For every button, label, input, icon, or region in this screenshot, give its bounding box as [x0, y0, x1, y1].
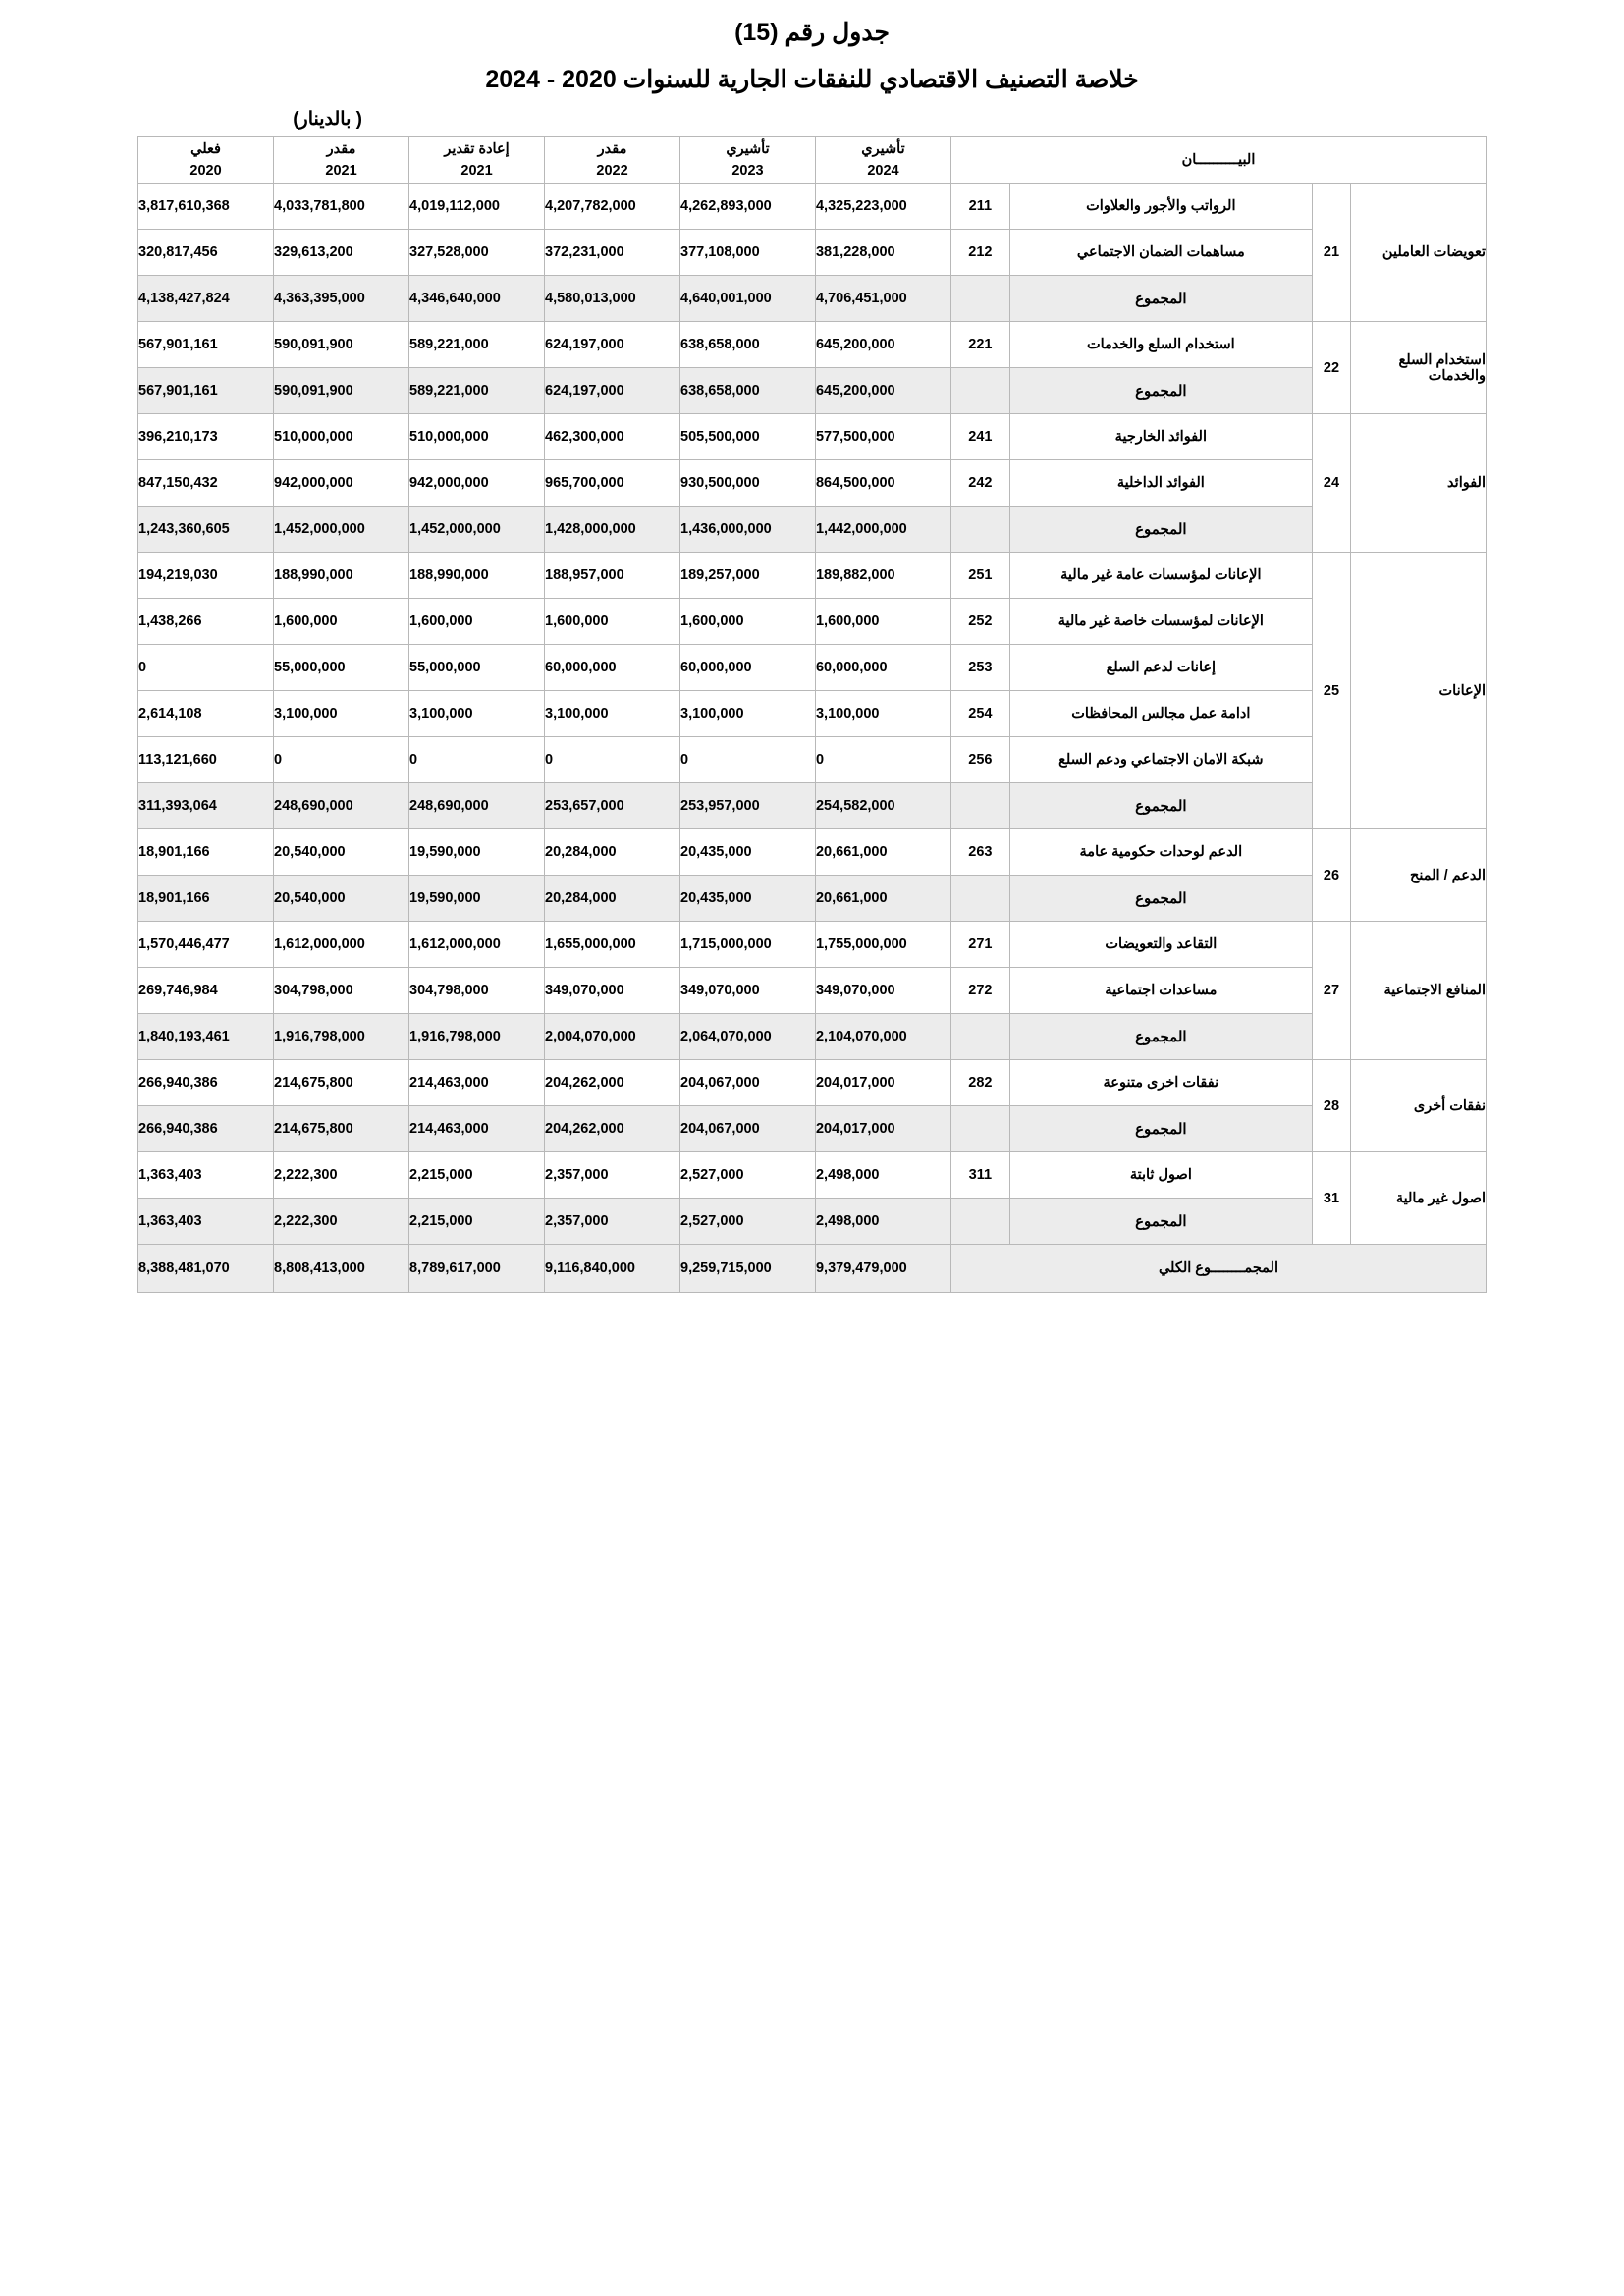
header-col-1-line2: 2023	[731, 163, 764, 179]
group-total-value-2: 4,580,013,000	[545, 276, 680, 322]
item-code: 241	[950, 414, 1009, 460]
value-cell-5: 1,438,266	[138, 599, 274, 645]
value-cell-4: 304,798,000	[274, 968, 409, 1014]
group-total-value-0: 2,498,000	[815, 1199, 950, 1245]
value-cell-1: 20,435,000	[680, 829, 816, 876]
group-total-value-2: 2,004,070,000	[545, 1014, 680, 1060]
value-cell-5: 1,570,446,477	[138, 922, 274, 968]
header-col-2-line2: 2022	[596, 163, 628, 179]
value-cell-1: 4,262,893,000	[680, 184, 816, 230]
group-total-value-1: 20,435,000	[680, 876, 816, 922]
table-row	[138, 1152, 1487, 1199]
value-cell-4: 0	[274, 737, 409, 783]
group-total-row	[138, 1014, 1487, 1060]
item-name: ادامة عمل مجالس المحافظات	[1009, 691, 1312, 737]
item-name: الرواتب والأجور والعلاوات	[1009, 184, 1312, 230]
header-col-5-line2: 2020	[189, 163, 222, 179]
value-cell-2: 372,231,000	[545, 230, 680, 276]
value-cell-4: 3,100,000	[274, 691, 409, 737]
group-total-label: المجموع	[1009, 1106, 1312, 1152]
value-cell-3: 214,463,000	[409, 1060, 545, 1106]
item-name: نفقات اخرى متنوعة	[1009, 1060, 1312, 1106]
item-name: الفوائد الخارجية	[1009, 414, 1312, 460]
header-col-4-line1: مقدر	[326, 140, 356, 157]
value-cell-2: 349,070,000	[545, 968, 680, 1014]
group-total-label: المجموع	[1009, 876, 1312, 922]
grand-total-row	[138, 1245, 1487, 1293]
header-col-2	[545, 137, 680, 184]
value-cell-4: 1,612,000,000	[274, 922, 409, 968]
group-total-value-5: 311,393,064	[138, 783, 274, 829]
item-code: 282	[950, 1060, 1009, 1106]
group-total-value-4: 1,452,000,000	[274, 507, 409, 553]
item-code: 221	[950, 322, 1009, 368]
header-col-0-line1: تأشيري	[861, 140, 905, 157]
value-cell-2: 0	[545, 737, 680, 783]
grand-total-value-2: 9,116,840,000	[545, 1245, 680, 1293]
value-cell-2: 188,957,000	[545, 553, 680, 599]
document-title: خلاصة التصنيف الاقتصادي للنفقات الجارية للسنوات 2020 - 2024	[485, 66, 1139, 93]
group-code: 24	[1312, 414, 1350, 553]
value-cell-2: 1,600,000	[545, 599, 680, 645]
value-cell-2: 624,197,000	[545, 322, 680, 368]
group-total-value-5: 1,243,360,605	[138, 507, 274, 553]
group-total-value-2: 204,262,000	[545, 1106, 680, 1152]
value-cell-4: 20,540,000	[274, 829, 409, 876]
group-code: 27	[1312, 922, 1350, 1060]
item-code: 256	[950, 737, 1009, 783]
value-cell-5: 3,817,610,368	[138, 184, 274, 230]
grand-total-value-5: 8,388,481,070	[138, 1245, 274, 1293]
item-name: استخدام السلع والخدمات	[1009, 322, 1312, 368]
value-cell-0: 0	[815, 737, 950, 783]
value-cell-5: 269,746,984	[138, 968, 274, 1014]
value-cell-1: 0	[680, 737, 816, 783]
group-code: 31	[1312, 1152, 1350, 1245]
table-row	[138, 691, 1487, 737]
value-cell-4: 942,000,000	[274, 460, 409, 507]
value-cell-4: 188,990,000	[274, 553, 409, 599]
group-total-value-3: 248,690,000	[409, 783, 545, 829]
group-total-value-2: 1,428,000,000	[545, 507, 680, 553]
group-total-value-0: 254,582,000	[815, 783, 950, 829]
group-code: 22	[1312, 322, 1350, 414]
value-cell-1: 349,070,000	[680, 968, 816, 1014]
value-cell-5: 396,210,173	[138, 414, 274, 460]
value-cell-3: 2,215,000	[409, 1152, 545, 1199]
header-col-4-line2: 2021	[325, 163, 357, 179]
table-container	[0, 136, 1624, 1293]
group-name: تعويضات العاملين	[1351, 184, 1487, 322]
group-total-value-5: 1,363,403	[138, 1199, 274, 1245]
value-cell-5: 320,817,456	[138, 230, 274, 276]
value-cell-0: 1,600,000	[815, 599, 950, 645]
value-cell-4: 1,600,000	[274, 599, 409, 645]
table-header	[138, 137, 1487, 184]
table-row	[138, 645, 1487, 691]
group-total-value-1: 2,064,070,000	[680, 1014, 816, 1060]
value-cell-5: 567,901,161	[138, 322, 274, 368]
value-cell-0: 189,882,000	[815, 553, 950, 599]
group-total-value-5: 567,901,161	[138, 368, 274, 414]
table-number-title: جدول رقم (15)	[734, 19, 890, 46]
group-name: الفوائد	[1351, 414, 1487, 553]
value-cell-1: 505,500,000	[680, 414, 816, 460]
table-row	[138, 1060, 1487, 1106]
group-total-value-4: 214,675,800	[274, 1106, 409, 1152]
value-cell-2: 60,000,000	[545, 645, 680, 691]
group-total-value-0: 1,442,000,000	[815, 507, 950, 553]
group-total-code-blank	[950, 1014, 1009, 1060]
group-total-value-1: 638,658,000	[680, 368, 816, 414]
group-total-row	[138, 276, 1487, 322]
group-total-value-5: 266,940,386	[138, 1106, 274, 1152]
value-cell-2: 1,655,000,000	[545, 922, 680, 968]
group-total-value-4: 4,363,395,000	[274, 276, 409, 322]
group-total-value-4: 248,690,000	[274, 783, 409, 829]
value-cell-3: 510,000,000	[409, 414, 545, 460]
group-total-value-0: 4,706,451,000	[815, 276, 950, 322]
value-cell-5: 0	[138, 645, 274, 691]
group-total-label: المجموع	[1009, 1014, 1312, 1060]
group-name: استخدام السلع والخدمات	[1351, 322, 1487, 414]
item-code: 212	[950, 230, 1009, 276]
value-cell-4: 510,000,000	[274, 414, 409, 460]
item-name: الإعانات لمؤسسات خاصة غير مالية	[1009, 599, 1312, 645]
group-total-value-4: 20,540,000	[274, 876, 409, 922]
group-total-label: المجموع	[1009, 783, 1312, 829]
table-body	[138, 184, 1487, 1293]
header-col-3	[409, 137, 545, 184]
value-cell-0: 4,325,223,000	[815, 184, 950, 230]
group-total-value-3: 1,452,000,000	[409, 507, 545, 553]
group-name: الإعانات	[1351, 553, 1487, 829]
group-total-value-3: 1,916,798,000	[409, 1014, 545, 1060]
table-row	[138, 414, 1487, 460]
table-row	[138, 322, 1487, 368]
value-cell-1: 930,500,000	[680, 460, 816, 507]
group-total-code-blank	[950, 507, 1009, 553]
group-total-row	[138, 783, 1487, 829]
group-total-value-3: 214,463,000	[409, 1106, 545, 1152]
header-col-5-line1: فعلي	[190, 140, 221, 157]
table-row	[138, 230, 1487, 276]
group-total-value-4: 2,222,300	[274, 1199, 409, 1245]
economic-classification-table	[137, 136, 1487, 1293]
group-total-value-3: 19,590,000	[409, 876, 545, 922]
value-cell-5: 113,121,660	[138, 737, 274, 783]
item-code: 251	[950, 553, 1009, 599]
value-cell-0: 645,200,000	[815, 322, 950, 368]
grand-total-value-4: 8,808,413,000	[274, 1245, 409, 1293]
item-name: شبكة الامان الاجتماعي ودعم السلع	[1009, 737, 1312, 783]
group-code: 26	[1312, 829, 1350, 922]
value-cell-0: 1,755,000,000	[815, 922, 950, 968]
value-cell-0: 349,070,000	[815, 968, 950, 1014]
item-name: مساهمات الضمان الاجتماعي	[1009, 230, 1312, 276]
group-total-value-5: 1,840,193,461	[138, 1014, 274, 1060]
value-cell-3: 19,590,000	[409, 829, 545, 876]
value-cell-4: 590,091,900	[274, 322, 409, 368]
value-cell-1: 60,000,000	[680, 645, 816, 691]
value-cell-5: 18,901,166	[138, 829, 274, 876]
item-code: 272	[950, 968, 1009, 1014]
group-total-code-blank	[950, 783, 1009, 829]
value-cell-2: 204,262,000	[545, 1060, 680, 1106]
table-row	[138, 922, 1487, 968]
value-cell-1: 377,108,000	[680, 230, 816, 276]
value-cell-2: 462,300,000	[545, 414, 680, 460]
item-name: الإعانات لمؤسسات عامة غير مالية	[1009, 553, 1312, 599]
item-name: التقاعد والتعويضات	[1009, 922, 1312, 968]
value-cell-0: 577,500,000	[815, 414, 950, 460]
group-total-value-3: 2,215,000	[409, 1199, 545, 1245]
group-total-label: المجموع	[1009, 507, 1312, 553]
value-cell-3: 188,990,000	[409, 553, 545, 599]
table-row	[138, 460, 1487, 507]
group-total-value-3: 4,346,640,000	[409, 276, 545, 322]
group-total-code-blank	[950, 1199, 1009, 1245]
header-col-0-line2: 2024	[867, 163, 899, 179]
group-total-value-2: 624,197,000	[545, 368, 680, 414]
group-total-row	[138, 1199, 1487, 1245]
value-cell-3: 304,798,000	[409, 968, 545, 1014]
value-cell-3: 0	[409, 737, 545, 783]
value-cell-5: 266,940,386	[138, 1060, 274, 1106]
group-total-label: المجموع	[1009, 368, 1312, 414]
group-total-row	[138, 876, 1487, 922]
header-col-3-line1: إعادة تقدير	[444, 140, 510, 157]
group-total-value-0: 645,200,000	[815, 368, 950, 414]
value-cell-0: 864,500,000	[815, 460, 950, 507]
header-col-4	[274, 137, 409, 184]
header-col-5	[138, 137, 274, 184]
item-name: الدعم لوحدات حكومية عامة	[1009, 829, 1312, 876]
group-total-code-blank	[950, 876, 1009, 922]
group-total-value-5: 4,138,427,824	[138, 276, 274, 322]
group-total-value-1: 4,640,001,000	[680, 276, 816, 322]
item-code: 252	[950, 599, 1009, 645]
group-code: 28	[1312, 1060, 1350, 1152]
grand-total-value-3: 8,789,617,000	[409, 1245, 545, 1293]
group-total-code-blank	[950, 1106, 1009, 1152]
table-row	[138, 184, 1487, 230]
table-row	[138, 553, 1487, 599]
group-total-label: المجموع	[1009, 1199, 1312, 1245]
group-total-label: المجموع	[1009, 276, 1312, 322]
header-col-2-line1: مقدر	[597, 140, 627, 157]
group-total-row	[138, 1106, 1487, 1152]
table-row	[138, 599, 1487, 645]
value-cell-2: 3,100,000	[545, 691, 680, 737]
header-col-1	[680, 137, 816, 184]
header-col-3-line2: 2021	[460, 163, 493, 179]
group-total-value-0: 204,017,000	[815, 1106, 950, 1152]
group-total-value-2: 2,357,000	[545, 1199, 680, 1245]
item-code: 242	[950, 460, 1009, 507]
value-cell-5: 194,219,030	[138, 553, 274, 599]
value-cell-0: 2,498,000	[815, 1152, 950, 1199]
value-cell-1: 638,658,000	[680, 322, 816, 368]
value-cell-0: 60,000,000	[815, 645, 950, 691]
value-cell-0: 204,017,000	[815, 1060, 950, 1106]
group-name: المنافع الاجتماعية	[1351, 922, 1487, 1060]
item-name: اصول ثابتة	[1009, 1152, 1312, 1199]
value-cell-1: 1,715,000,000	[680, 922, 816, 968]
value-cell-5: 1,363,403	[138, 1152, 274, 1199]
value-cell-3: 1,600,000	[409, 599, 545, 645]
group-total-value-1: 253,957,000	[680, 783, 816, 829]
value-cell-4: 214,675,800	[274, 1060, 409, 1106]
value-cell-2: 20,284,000	[545, 829, 680, 876]
value-cell-1: 3,100,000	[680, 691, 816, 737]
table-row	[138, 737, 1487, 783]
value-cell-0: 20,661,000	[815, 829, 950, 876]
item-code: 254	[950, 691, 1009, 737]
value-cell-1: 189,257,000	[680, 553, 816, 599]
header-row	[138, 137, 1487, 184]
header-bayan: البيــــــــــان	[950, 137, 1486, 184]
group-total-value-2: 20,284,000	[545, 876, 680, 922]
group-total-value-2: 253,657,000	[545, 783, 680, 829]
group-total-row	[138, 368, 1487, 414]
value-cell-4: 4,033,781,800	[274, 184, 409, 230]
item-name: الفوائد الداخلية	[1009, 460, 1312, 507]
group-total-value-0: 20,661,000	[815, 876, 950, 922]
value-cell-0: 3,100,000	[815, 691, 950, 737]
group-total-value-4: 590,091,900	[274, 368, 409, 414]
value-cell-1: 2,527,000	[680, 1152, 816, 1199]
value-cell-3: 4,019,112,000	[409, 184, 545, 230]
item-name: إعانات لدعم السلع	[1009, 645, 1312, 691]
value-cell-0: 381,228,000	[815, 230, 950, 276]
value-cell-3: 3,100,000	[409, 691, 545, 737]
group-total-code-blank	[950, 276, 1009, 322]
value-cell-2: 965,700,000	[545, 460, 680, 507]
value-cell-4: 55,000,000	[274, 645, 409, 691]
group-name: نفقات أخرى	[1351, 1060, 1487, 1152]
grand-total-value-0: 9,379,479,000	[815, 1245, 950, 1293]
group-name: الدعم / المنح	[1351, 829, 1487, 922]
value-cell-1: 1,600,000	[680, 599, 816, 645]
value-cell-3: 589,221,000	[409, 322, 545, 368]
value-cell-5: 2,614,108	[138, 691, 274, 737]
group-name: اصول غير مالية	[1351, 1152, 1487, 1245]
item-code: 271	[950, 922, 1009, 968]
item-code: 211	[950, 184, 1009, 230]
header-col-0	[815, 137, 950, 184]
header-col-1-line1: تأشيري	[726, 140, 770, 157]
value-cell-3: 942,000,000	[409, 460, 545, 507]
group-total-value-1: 204,067,000	[680, 1106, 816, 1152]
group-total-value-0: 2,104,070,000	[815, 1014, 950, 1060]
value-cell-1: 204,067,000	[680, 1060, 816, 1106]
item-name: مساعدات اجتماعية	[1009, 968, 1312, 1014]
item-code: 263	[950, 829, 1009, 876]
group-total-value-5: 18,901,166	[138, 876, 274, 922]
group-total-value-3: 589,221,000	[409, 368, 545, 414]
title-block	[0, 0, 1624, 94]
grand-total-label: المجمــــــــوع الكلي	[950, 1245, 1486, 1293]
group-total-value-1: 2,527,000	[680, 1199, 816, 1245]
value-cell-2: 4,207,782,000	[545, 184, 680, 230]
group-total-row	[138, 507, 1487, 553]
group-code: 25	[1312, 553, 1350, 829]
currency-unit-note: ( بالدينار)	[293, 109, 362, 130]
value-cell-2: 2,357,000	[545, 1152, 680, 1199]
value-cell-4: 329,613,200	[274, 230, 409, 276]
grand-total-value-1: 9,259,715,000	[680, 1245, 816, 1293]
item-code: 311	[950, 1152, 1009, 1199]
group-total-value-4: 1,916,798,000	[274, 1014, 409, 1060]
group-code: 21	[1312, 184, 1350, 322]
table-row	[138, 829, 1487, 876]
group-total-value-1: 1,436,000,000	[680, 507, 816, 553]
item-code: 253	[950, 645, 1009, 691]
table-row	[138, 968, 1487, 1014]
value-cell-3: 327,528,000	[409, 230, 545, 276]
value-cell-3: 55,000,000	[409, 645, 545, 691]
group-total-code-blank	[950, 368, 1009, 414]
value-cell-4: 2,222,300	[274, 1152, 409, 1199]
value-cell-3: 1,612,000,000	[409, 922, 545, 968]
value-cell-5: 847,150,432	[138, 460, 274, 507]
